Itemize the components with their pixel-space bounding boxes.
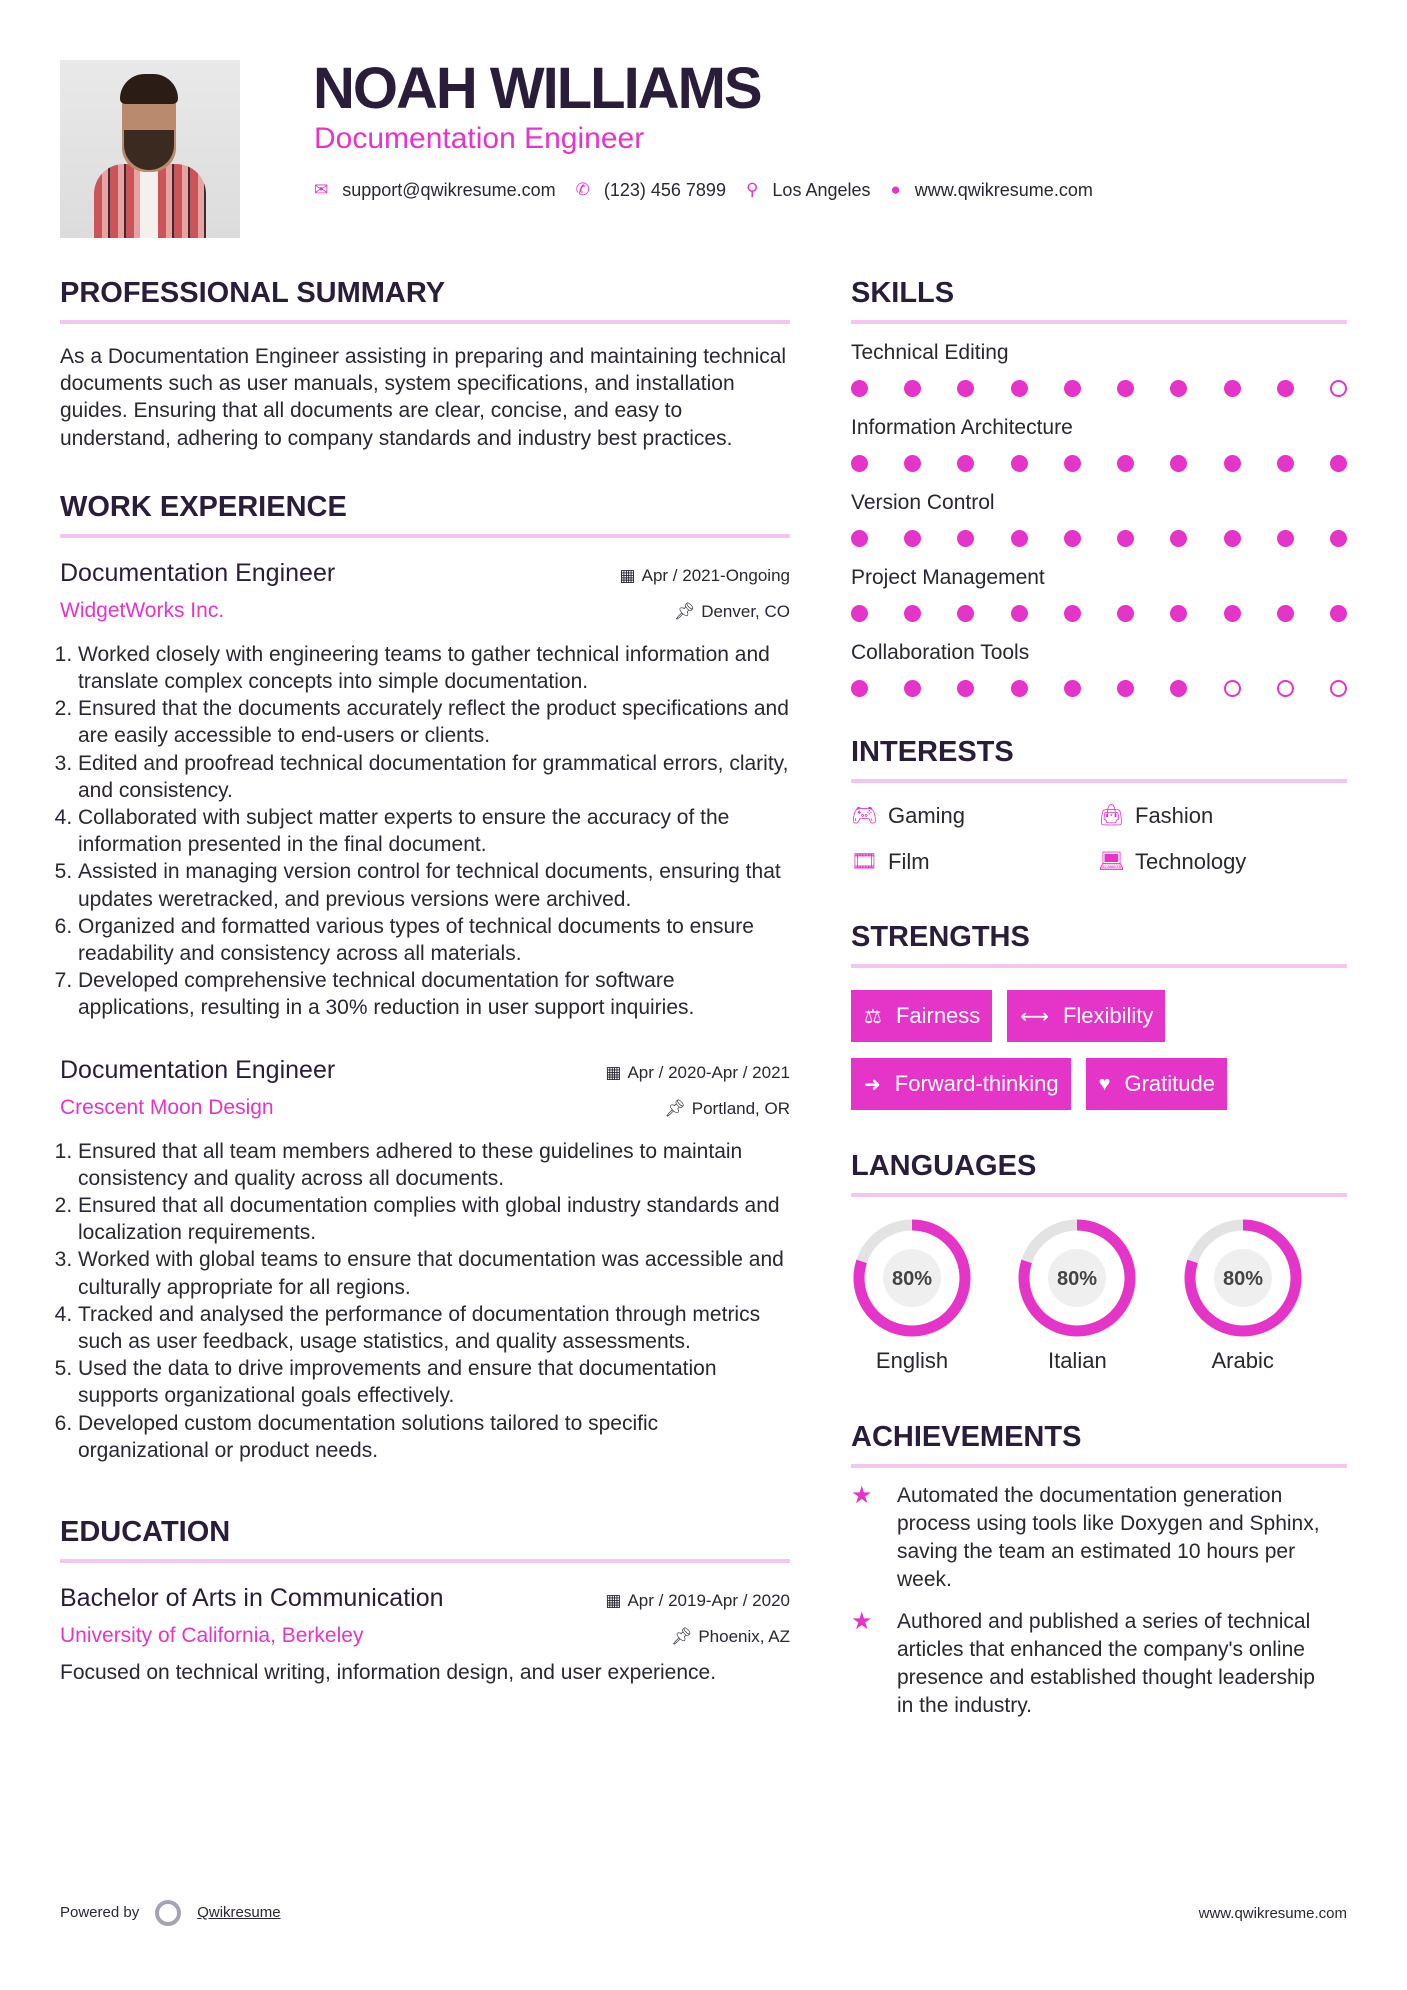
job-bullet: 5. Assisted in managing version control for technical documents, ensuring that updates weretracked, and previous versions were archived. bbox=[78, 858, 790, 912]
gamepad-icon: 🎮︎ bbox=[851, 804, 878, 827]
skill-name: Information Architecture bbox=[851, 416, 1073, 439]
rating-dot-filled bbox=[851, 380, 868, 397]
candidate-name: NOAH WILLIAMS bbox=[313, 56, 761, 121]
company-name: WidgetWorks Inc. bbox=[60, 598, 225, 622]
donut-percent: 80% bbox=[1222, 1268, 1263, 1290]
divider bbox=[851, 779, 1347, 783]
rating-dot-empty bbox=[1330, 680, 1347, 697]
phone-icon: ✆ bbox=[575, 180, 590, 199]
job-entry bbox=[60, 1055, 790, 1464]
language-item bbox=[1016, 1217, 1181, 1375]
rating-dot-empty bbox=[1330, 380, 1347, 397]
language-donut bbox=[851, 1217, 973, 1339]
rating-dot-filled bbox=[1064, 455, 1081, 472]
map-pin-icon: ⚲ bbox=[745, 180, 759, 199]
job-bullet: 5. Used the data to drive improvements and ensure that documentation supports organizational goals effectively. bbox=[78, 1355, 790, 1409]
rating-dot-filled bbox=[1011, 680, 1028, 697]
interest-item bbox=[851, 847, 1098, 877]
rating-dot-filled bbox=[1277, 605, 1294, 622]
summary-heading: PROFESSIONAL SUMMARY bbox=[60, 277, 446, 309]
job-bullet: 1. Ensured that all team members adhered to these guidelines to maintain consistency and quality across all documents. bbox=[78, 1138, 790, 1192]
powered-by-label: Powered by bbox=[60, 1903, 140, 1921]
job-bullet: 6. Organized and formatted various types of technical documents to ensure readability and consistency across all materials. bbox=[78, 913, 790, 967]
skill-item bbox=[851, 489, 1347, 564]
rating-dot-filled bbox=[1117, 455, 1134, 472]
education-heading: EDUCATION bbox=[60, 1516, 231, 1549]
job-entry bbox=[60, 558, 790, 1022]
shopping-bag-icon: 👜︎ bbox=[1098, 804, 1125, 827]
rating-dot-filled bbox=[904, 455, 921, 472]
job-bullet: 6. Developed custom documentation solutions tailored to specific organizational or product needs. bbox=[78, 1410, 790, 1464]
rating-dot-filled bbox=[1117, 530, 1134, 547]
rating-dot-filled bbox=[1011, 605, 1028, 622]
strength-badge bbox=[1086, 1058, 1227, 1110]
interest-item bbox=[851, 801, 1098, 831]
language-name: Arabic bbox=[1211, 1348, 1274, 1373]
rating-dot-filled bbox=[1330, 605, 1347, 622]
language-name: English bbox=[875, 1348, 949, 1373]
school: University of California, Berkeley bbox=[60, 1624, 364, 1648]
interest-label: Technology bbox=[1135, 849, 1247, 874]
skill-name: Technical Editing bbox=[851, 341, 1009, 364]
job-bullet: 2. Ensured that all documentation complies with global industry standards and localization requirements. bbox=[78, 1192, 790, 1246]
skill-name: Version Control bbox=[851, 491, 995, 514]
donut-percent: 80% bbox=[891, 1268, 933, 1290]
rating-dot-filled bbox=[1277, 530, 1294, 547]
strength-badge bbox=[1007, 990, 1165, 1042]
divider bbox=[851, 1193, 1347, 1197]
brand-link[interactable]: Qwikresume bbox=[197, 1903, 281, 1921]
strength-label: Forward-thinking bbox=[894, 1071, 1059, 1096]
achievement-item bbox=[851, 1608, 1347, 1720]
rating-dot-filled bbox=[1170, 455, 1187, 472]
job-location: Denver, CO bbox=[701, 601, 790, 621]
rating-dot-filled bbox=[904, 530, 921, 547]
strength-label: Fairness bbox=[895, 1003, 981, 1028]
strength-badge bbox=[851, 1058, 1071, 1110]
rating-dot-filled bbox=[1330, 455, 1347, 472]
achievement-text: Automated the documentation generation process using tools like Doxygen and Sphinx, saving the team an estimated 10 hours per week. bbox=[897, 1484, 1320, 1591]
rating-dot-filled bbox=[1011, 380, 1028, 397]
divider bbox=[60, 320, 790, 324]
interest-label: Fashion bbox=[1135, 803, 1214, 828]
language-name: Italian bbox=[1047, 1348, 1107, 1373]
interests-heading: INTERESTS bbox=[851, 736, 1014, 768]
profile-photo bbox=[60, 60, 240, 238]
job-bullet: 4. Tracked and analysed the performance of documentation through metrics such as user feedback, usage statistics, and quality assessments. bbox=[78, 1301, 790, 1355]
calendar-icon: ▦ bbox=[605, 1591, 622, 1611]
language-item bbox=[1182, 1217, 1347, 1375]
job-bullet: 3. Edited and proofread technical documentation for grammatical errors, clarity, and consistency. bbox=[78, 750, 790, 804]
shooting-star-icon: ★ bbox=[851, 1482, 873, 1509]
education-date: Apr / 2019-Apr / 2020 bbox=[627, 1591, 790, 1611]
company-name: Crescent Moon Design bbox=[60, 1095, 274, 1119]
contact-website[interactable]: www.qwikresume.com bbox=[914, 180, 1093, 200]
contact-location: Los Angeles bbox=[772, 180, 871, 200]
skill-name: Collaboration Tools bbox=[851, 641, 1030, 664]
rating-dot-filled bbox=[1170, 530, 1187, 547]
rating-dot-filled bbox=[851, 680, 868, 697]
rating-dot-filled bbox=[851, 455, 868, 472]
rating-dot-filled bbox=[1224, 380, 1241, 397]
rating-dot-filled bbox=[904, 680, 921, 697]
achievements-heading: ACHIEVEMENTS bbox=[851, 1421, 1082, 1453]
rating-dot-filled bbox=[1224, 530, 1241, 547]
footer-website[interactable]: www.qwikresume.com bbox=[1198, 1904, 1347, 1922]
rating-dot-filled bbox=[1064, 530, 1081, 547]
rating-dot-filled bbox=[1064, 380, 1081, 397]
achievement-item bbox=[851, 1482, 1347, 1594]
job-title: Documentation Engineer bbox=[60, 1055, 336, 1084]
education-description: Focused on technical writing, information design, and user experience. bbox=[60, 1661, 717, 1685]
strengths-heading: STRENGTHS bbox=[851, 921, 1030, 953]
education-subheader bbox=[60, 1621, 790, 1651]
interest-item bbox=[1098, 847, 1348, 877]
rating-dot-filled bbox=[1224, 455, 1241, 472]
qwikresume-logo-icon bbox=[155, 1900, 181, 1926]
strength-label: Gratitude bbox=[1124, 1071, 1215, 1096]
film-icon: 🎞︎ bbox=[851, 850, 878, 873]
job-bullet: 3. Worked with global teams to ensure that documentation was accessible and culturally appropriate for all regions. bbox=[78, 1246, 790, 1300]
job-date: Apr / 2020-Apr / 2021 bbox=[627, 1062, 790, 1082]
job-bullet: 4. Collaborated with subject matter experts to ensure the accuracy of the information presented in the final document. bbox=[78, 804, 790, 858]
job-header bbox=[60, 1055, 790, 1085]
skills-heading: SKILLS bbox=[851, 277, 955, 309]
arrows-h-icon: ⟷ bbox=[1020, 1005, 1049, 1028]
right-column bbox=[851, 275, 1347, 1720]
job-bullets bbox=[60, 1138, 790, 1464]
job-bullet: 2. Ensured that the documents accurately reflect the product specifications and are easily accessible to end-users or clients. bbox=[78, 695, 790, 749]
rating-dot-filled bbox=[1011, 455, 1028, 472]
rating-dot-filled bbox=[1117, 380, 1134, 397]
job-date: Apr / 2021-Ongoing bbox=[641, 565, 790, 585]
rating-dot-filled bbox=[1330, 530, 1347, 547]
rating-dot-filled bbox=[1117, 605, 1134, 622]
rating-dot-filled bbox=[957, 380, 974, 397]
arrow-right-icon: ➜ bbox=[864, 1073, 881, 1096]
strength-label: Flexibility bbox=[1062, 1003, 1154, 1028]
shooting-star-icon: ★ bbox=[851, 1608, 873, 1635]
contact-row bbox=[314, 178, 1113, 202]
rating-dot-filled bbox=[904, 380, 921, 397]
rating-dot-filled bbox=[904, 605, 921, 622]
divider bbox=[851, 964, 1347, 968]
footer bbox=[60, 1900, 1347, 1926]
calendar-icon: ▦ bbox=[619, 565, 636, 585]
language-item bbox=[851, 1217, 1016, 1375]
skill-rating bbox=[851, 442, 1347, 489]
envelope-icon: ✉ bbox=[314, 180, 329, 199]
candidate-title: Documentation Engineer bbox=[314, 122, 645, 155]
rating-dot-empty bbox=[1224, 680, 1241, 697]
laptop-icon: 💻︎ bbox=[1098, 850, 1125, 873]
heart-icon: ♥ bbox=[1098, 1072, 1111, 1095]
job-bullet: 1. Worked closely with engineering teams to gather technical information and translate complex concepts into simple documentation. bbox=[78, 641, 790, 695]
rating-dot-filled bbox=[1170, 680, 1187, 697]
job-title: Documentation Engineer bbox=[60, 558, 336, 587]
skill-rating bbox=[851, 517, 1347, 564]
rating-dot-filled bbox=[957, 455, 974, 472]
achievement-text: Authored and published a series of technical articles that enhanced the company's online presence and established thought leadership in the industry. bbox=[897, 1610, 1315, 1717]
rating-dot-filled bbox=[1277, 380, 1294, 397]
skill-rating bbox=[851, 667, 1347, 714]
contact-email[interactable]: support@qwikresume.com bbox=[342, 180, 556, 200]
skill-name: Project Management bbox=[851, 566, 1045, 589]
donut-percent: 80% bbox=[1057, 1268, 1098, 1290]
rating-dot-filled bbox=[1064, 680, 1081, 697]
skill-item bbox=[851, 339, 1347, 414]
divider bbox=[60, 534, 790, 538]
rating-dot-empty bbox=[1277, 680, 1294, 697]
rating-dot-filled bbox=[1170, 380, 1187, 397]
rating-dot-filled bbox=[1011, 530, 1028, 547]
rating-dot-filled bbox=[1170, 605, 1187, 622]
rating-dot-filled bbox=[851, 530, 868, 547]
experience-heading: WORK EXPERIENCE bbox=[60, 490, 347, 523]
rating-dot-filled bbox=[957, 530, 974, 547]
strength-badge bbox=[851, 990, 992, 1042]
pin-icon: 📌︎ bbox=[670, 1627, 693, 1647]
balance-scale-icon: ⚖ bbox=[864, 1005, 882, 1028]
globe-icon: ● bbox=[890, 180, 901, 199]
rating-dot-filled bbox=[1277, 455, 1294, 472]
summary-text: As a Documentation Engineer assisting in preparing and maintaining technical documents such as user manuals, system specifications, and installation guides. Ensuring that all documents are clear, concise, and easy to understand, adhering to company standards and industry best practices. bbox=[60, 345, 787, 450]
language-donut bbox=[1182, 1217, 1304, 1339]
job-location: Portland, OR bbox=[691, 1098, 790, 1118]
divider bbox=[60, 1559, 790, 1563]
interest-label: Film bbox=[888, 849, 930, 874]
education-location: Phoenix, AZ bbox=[698, 1627, 790, 1647]
pin-icon: 📌︎ bbox=[664, 1098, 686, 1118]
skill-rating bbox=[851, 367, 1347, 414]
rating-dot-filled bbox=[1117, 680, 1134, 697]
job-bullets bbox=[60, 641, 790, 1022]
pin-icon: 📌︎ bbox=[673, 601, 696, 621]
skill-rating bbox=[851, 592, 1347, 639]
rating-dot-filled bbox=[957, 605, 974, 622]
divider bbox=[851, 1464, 1347, 1468]
skill-item bbox=[851, 639, 1347, 714]
job-header bbox=[60, 558, 790, 588]
calendar-icon: ▦ bbox=[605, 1062, 622, 1082]
interest-label: Gaming bbox=[888, 803, 966, 828]
languages-heading: LANGUAGES bbox=[851, 1150, 1037, 1182]
left-column bbox=[60, 275, 790, 1686]
contact-phone: (123) 456 7899 bbox=[603, 180, 726, 200]
education-header bbox=[60, 1583, 790, 1613]
rating-dot-filled bbox=[1224, 605, 1241, 622]
rating-dot-filled bbox=[957, 680, 974, 697]
degree: Bachelor of Arts in Communication bbox=[60, 1584, 444, 1613]
rating-dot-filled bbox=[851, 605, 868, 622]
job-subheader bbox=[60, 1093, 790, 1123]
skill-item bbox=[851, 564, 1347, 639]
rating-dot-filled bbox=[1064, 605, 1081, 622]
skill-item bbox=[851, 414, 1347, 489]
divider bbox=[851, 320, 1347, 324]
job-bullet: 7. Developed comprehensive technical documentation for software applications, resulting in a 30% reduction in user support inquiries. bbox=[78, 967, 790, 1021]
language-donut bbox=[1016, 1217, 1138, 1339]
interest-item bbox=[1098, 801, 1348, 831]
job-subheader bbox=[60, 596, 790, 626]
